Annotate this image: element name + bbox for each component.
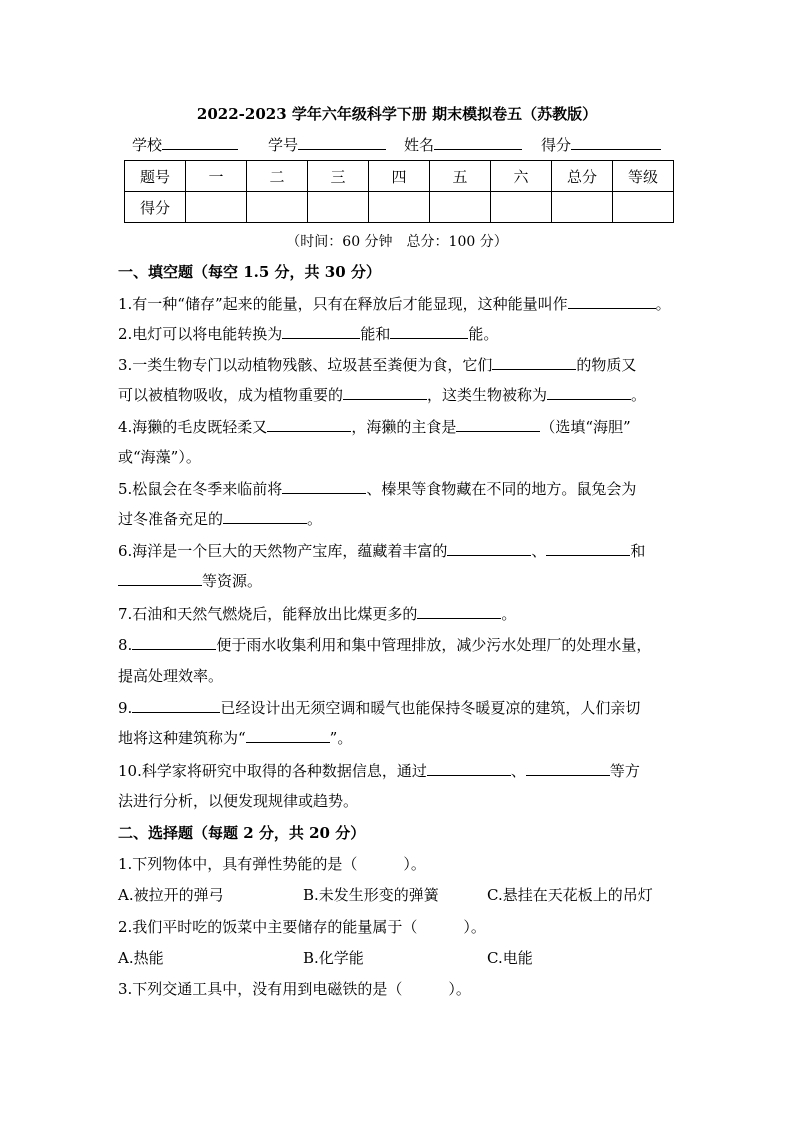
number-field xyxy=(268,134,386,155)
exam-title: 2022-2023 学年六年级科学下册 期末模拟卷五（苏教版） xyxy=(196,105,598,123)
question-5-line2 xyxy=(118,508,322,529)
question-text: 地将这种建筑称为“ xyxy=(118,729,246,747)
question-text: 能和 xyxy=(360,325,391,343)
question-text: 能。 xyxy=(468,325,499,343)
score-label: 得分 xyxy=(541,136,572,154)
answer-blank xyxy=(282,323,360,339)
question-4-line1 xyxy=(118,416,631,437)
answer-blank xyxy=(267,416,351,432)
question-9-line2 xyxy=(118,727,352,748)
question-text: 8. xyxy=(118,636,133,654)
time-note: （时间：60 分钟 总分：100 分） xyxy=(286,234,508,250)
question-text: 2.电灯可以将电能转换为 xyxy=(118,325,283,343)
header-cell: 三 xyxy=(308,161,369,192)
question-10-line1 xyxy=(118,760,640,781)
answer-blank xyxy=(390,323,468,339)
question-4-line2: 或“海藻”）。 xyxy=(118,448,201,466)
score-cell xyxy=(430,192,491,223)
question-text: 6.海洋是一个巨大的天然物产宝库，蕴藏着丰富的 xyxy=(118,542,448,560)
question-text: 和 xyxy=(630,542,646,560)
question-text: 1.下列物体中，具有弹性势能的是（ xyxy=(118,855,358,873)
header-cell: 一 xyxy=(186,161,247,192)
question-6-line2 xyxy=(118,570,262,591)
header-cell: 题号 xyxy=(125,161,186,192)
header-cell: 四 xyxy=(369,161,430,192)
name-field xyxy=(404,134,522,155)
question-text: 等资源。 xyxy=(202,572,263,590)
question-text: 可以被植物吸收，成为植物重要的 xyxy=(118,386,344,404)
choice-option: C.悬挂在天花板上的吊灯 xyxy=(487,886,653,904)
question-text: 、榛果等食物藏在不同的地方。鼠兔会为 xyxy=(366,480,637,498)
question-6-line1 xyxy=(118,540,645,561)
name-blank xyxy=(434,135,522,150)
answer-blank xyxy=(132,697,220,713)
answer-blank xyxy=(492,354,576,370)
score-cell xyxy=(613,192,674,223)
section2-title: 二、选择题（每题 2 分，共 20 分） xyxy=(118,824,366,842)
score-cell xyxy=(186,192,247,223)
score-cell xyxy=(552,192,613,223)
question-text: 、 xyxy=(531,542,547,560)
answer-blank xyxy=(246,727,330,743)
score-cell xyxy=(369,192,430,223)
header-cell: 等级 xyxy=(613,161,674,192)
header-cell: 总分 xyxy=(552,161,613,192)
answer-blank xyxy=(568,293,656,309)
question-text: 4.海獭的毛皮既轻柔又 xyxy=(118,418,268,436)
name-label: 姓名 xyxy=(404,136,435,154)
question-8-line1 xyxy=(118,634,651,655)
question-text: ）。 xyxy=(448,980,471,998)
number-label: 学号 xyxy=(268,136,299,154)
question-text: 1.有一种“储存”起来的能量，只有在释放后才能显现，这种能量叫作 xyxy=(118,295,568,313)
choice-option: A.被拉开的弹弓 xyxy=(118,886,224,904)
question-10-line2: 法进行分析，以便发现规律或趋势。 xyxy=(118,792,359,810)
question-text: 7.石油和天然气燃烧后，能释放出比煤更多的 xyxy=(118,605,418,623)
question-9-line1 xyxy=(118,697,640,718)
question-text: ，这类生物被称为 xyxy=(427,386,548,404)
question-text: 9. xyxy=(118,699,133,717)
school-blank xyxy=(162,135,238,150)
choice-question-3 xyxy=(118,978,471,999)
question-5-line1 xyxy=(118,478,636,499)
choice-option: B.未发生形变的弹簧 xyxy=(303,886,439,904)
question-text: 。 xyxy=(501,605,517,623)
question-text: 、 xyxy=(510,762,526,780)
score-table-header-row xyxy=(125,161,674,192)
question-7 xyxy=(118,603,516,624)
choice-option: B.化学能 xyxy=(303,949,364,967)
row-label-cell: 得分 xyxy=(125,192,186,223)
section1-title: 一、填空题（每空 1.5 分，共 30 分） xyxy=(118,263,381,281)
score-table-score-row xyxy=(125,192,674,223)
header-cell: 二 xyxy=(247,161,308,192)
question-text: 的物质又 xyxy=(576,356,637,374)
answer-blank xyxy=(547,384,631,400)
question-text: ，海獭的主食是 xyxy=(351,418,457,436)
choice-question-1 xyxy=(118,853,426,874)
question-text: 等方 xyxy=(609,762,640,780)
choice-option: A.热能 xyxy=(118,949,164,967)
answer-blank xyxy=(417,603,501,619)
question-text: ”。 xyxy=(329,729,353,747)
answer-blank xyxy=(456,416,540,432)
answer-blank xyxy=(223,508,307,524)
question-text: 3.一类生物专门以动植物残骸、垃圾甚至粪便为食，它们 xyxy=(118,356,493,374)
question-3-line1 xyxy=(118,354,636,375)
question-text: 便于雨水收集利用和集中管理排放，减少污水处理厂的处理水量， xyxy=(216,636,652,654)
answer-blank xyxy=(546,540,630,556)
score-table xyxy=(124,160,674,223)
question-1 xyxy=(118,293,671,314)
question-text: ）。 xyxy=(403,855,426,873)
score-cell xyxy=(491,192,552,223)
question-text: 2.我们平时吃的饭菜中主要储存的能量属于（ xyxy=(118,918,418,936)
question-text: 。 xyxy=(655,295,671,313)
question-3-line2 xyxy=(118,384,646,405)
answer-blank xyxy=(132,634,216,650)
answer-blank xyxy=(447,540,531,556)
school-field xyxy=(132,134,238,155)
choice-option: C.电能 xyxy=(487,949,533,967)
score-field xyxy=(541,134,661,155)
choice-question-2 xyxy=(118,916,486,937)
question-text: ）。 xyxy=(463,918,486,936)
question-text: 3.下列交通工具中，没有用到电磁铁的是（ xyxy=(118,980,403,998)
score-blank xyxy=(571,135,661,150)
question-2 xyxy=(118,323,498,344)
score-cell xyxy=(247,192,308,223)
question-8-line2: 提高处理效率。 xyxy=(118,667,224,685)
question-text: 过冬准备充足的 xyxy=(118,510,224,528)
header-cell: 六 xyxy=(491,161,552,192)
question-text: 。 xyxy=(631,386,647,404)
question-text: 。 xyxy=(307,510,323,528)
question-text: 10.科学家将研究中取得的各种数据信息，通过 xyxy=(118,762,427,780)
answer-blank xyxy=(118,570,202,586)
question-text: 已经设计出无须空调和暖气也能保持冬暖夏凉的建筑，人们亲切 xyxy=(220,699,641,717)
header-cell: 五 xyxy=(430,161,491,192)
answer-blank xyxy=(282,478,366,494)
number-blank xyxy=(298,135,386,150)
score-cell xyxy=(308,192,369,223)
question-text: （选填“海胆” xyxy=(540,418,631,436)
answer-blank xyxy=(427,760,511,776)
school-label: 学校 xyxy=(132,136,163,154)
answer-blank xyxy=(343,384,427,400)
answer-blank xyxy=(526,760,610,776)
question-text: 5.松鼠会在冬季来临前将 xyxy=(118,480,283,498)
